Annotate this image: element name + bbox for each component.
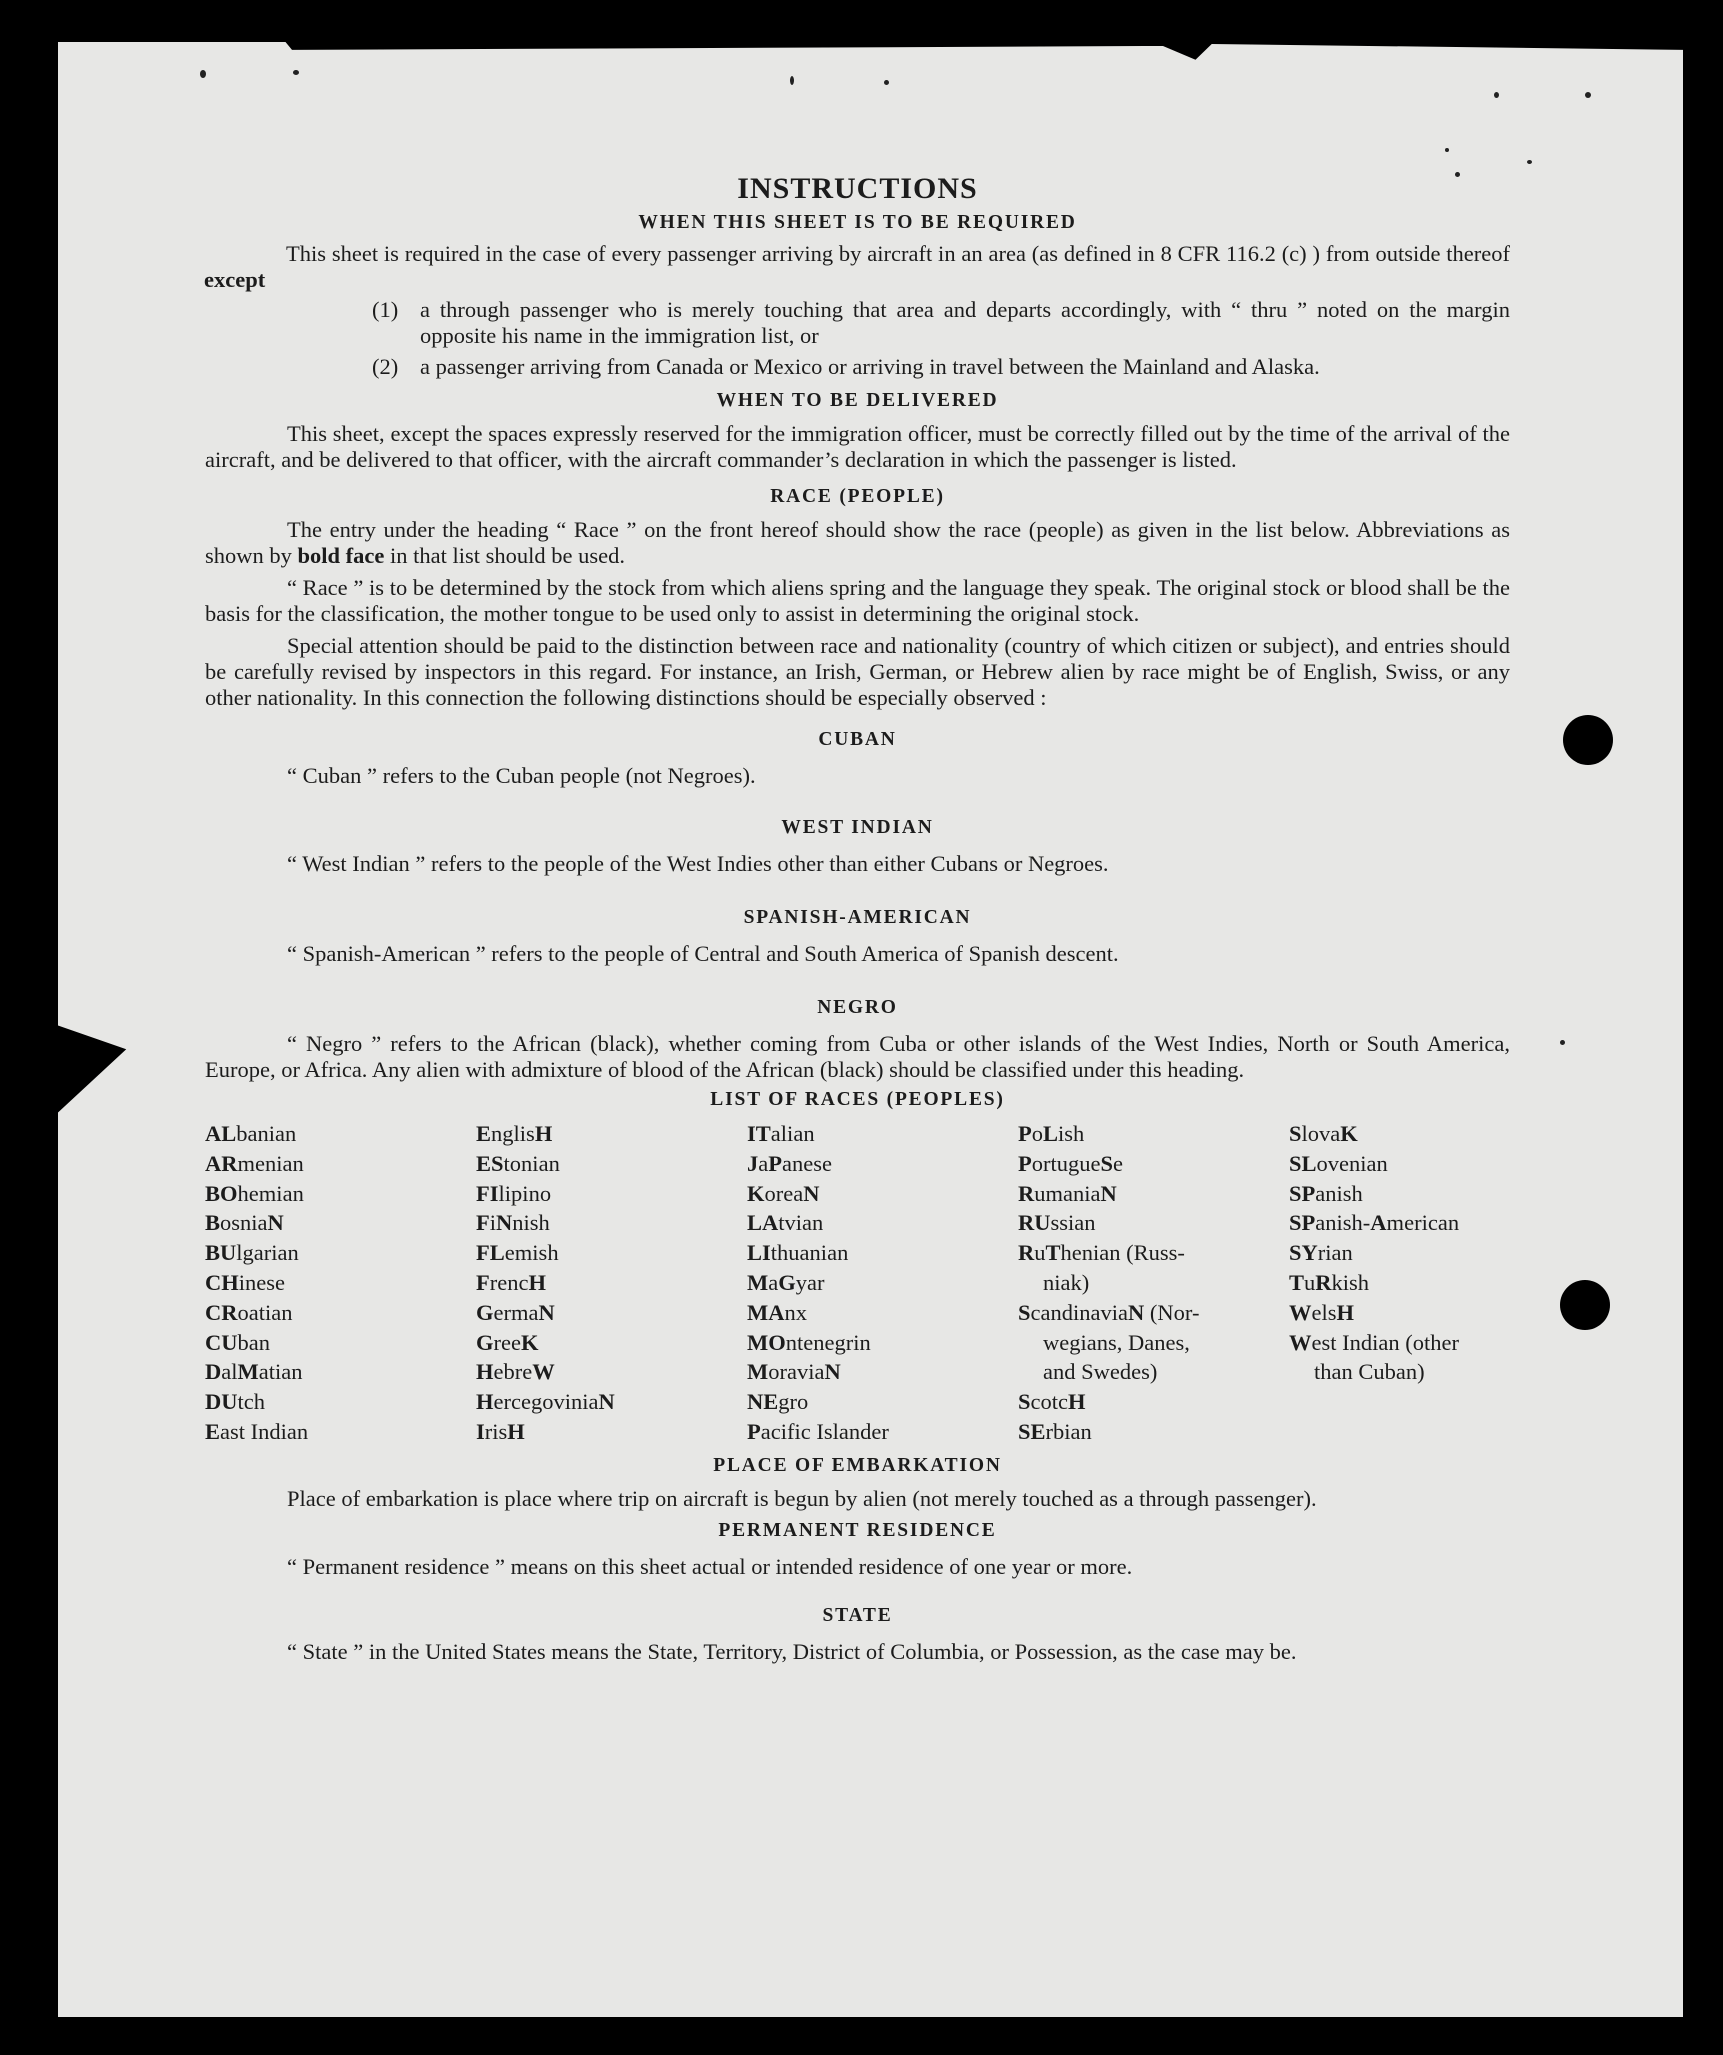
race-column-4 [1018,1119,1289,1447]
heading-when-delivered: WHEN TO BE DELIVERED [716,390,999,411]
race-entry: BosniaN [205,1210,284,1236]
speck [1585,92,1591,98]
paragraph-required [204,241,1510,293]
race-entry: BOhemian [205,1180,304,1206]
race-entry: HercegoviniaN [476,1389,615,1415]
heading-race: RACE (PEOPLE) [770,486,945,507]
race-entry: and Swedes) [1043,1359,1158,1385]
race-entry: GermaN [476,1299,555,1325]
race-entry: LAtvian [747,1210,824,1236]
heading-negro: NEGRO [817,997,898,1018]
race-entry: ScotcH [1018,1389,1086,1415]
paragraph-race-2: “ Race ” is to be determined by the stock from which aliens spring and the language they speak. The original stock or blood shall be the basis for the classification, the mother tongue to be used only to assist in determining the original stock. [205,575,1510,626]
heading-spanish-american: SPANISH-AMERICAN [743,907,972,928]
race-entry: MoraviaN [747,1359,841,1385]
paragraph-race-1-end: in that list should be used. [384,543,626,568]
paragraph-race-1 [205,517,1510,569]
punch-hole-bottom [1560,1280,1610,1330]
punch-hole-top [1563,715,1613,765]
race-entry: FIlipino [476,1180,552,1206]
race-entry: TuRkish [1289,1269,1370,1295]
race-entry: CUban [205,1329,270,1355]
race-entry: ScandinaviaN (Nor- [1018,1299,1200,1325]
race-entry: GreeK [476,1329,539,1355]
paragraph-spanish-american: “ Spanish-American ” refers to the people of Central and South America of Spanish descent. [287,941,1119,966]
race-entry: NEgro [747,1389,809,1415]
exception-item-1-num: (1) [372,297,399,322]
race-entry: FrencH [476,1269,547,1295]
race-entry: DUtch [205,1389,266,1415]
race-entry: MOntenegrin [747,1329,871,1355]
race-entry: RumaniaN [1018,1180,1117,1206]
heading-state: STATE [822,1604,893,1626]
race-entry: CHinese [205,1269,286,1295]
heading-residence: PERMANENT RESIDENCE [718,1519,997,1541]
race-column-3 [747,1119,1018,1447]
race-entry: EStonian [476,1150,560,1176]
race-entry: ARmenian [205,1150,304,1176]
race-column-5 [1289,1119,1509,1447]
speck [1560,1040,1565,1045]
paragraph-required-except: except [204,267,266,292]
speck [790,76,794,85]
race-list [205,1119,1510,1447]
speck [1527,160,1532,164]
speck [1494,92,1499,98]
race-entry: SLovenian [1289,1150,1388,1176]
exception-item-1 [372,297,1510,349]
race-entry: HebreW [476,1359,555,1385]
paragraph-west-indian: “ West Indian ” refers to the people of the West Indies other than either Cubans or Negroes. [287,851,1109,876]
race-entry: FLemish [476,1240,559,1266]
paragraph-race-1-text: The entry under the heading “ Race ” on the front hereof should show the race (people) as given in the list below. Abbreviations as shown by [205,517,1510,568]
paragraph-delivered: This sheet, except the spaces expressly reserved for the immigration officer, must be correctly filled out by the time of the arrival of the aircraft, and be delivered to that officer, with the aircraft commander’s declaration in which the passenger is listed. [205,421,1510,472]
race-entry: PortugueSe [1018,1150,1124,1176]
paragraph-required-text: This sheet is required in the case of every passenger arriving by aircraft in an area (as defined in 8 CFR 116.2 (c) ) from outside thereof [286,241,1510,266]
race-entry: FiNnish [476,1210,550,1236]
race-entry: RUssian [1018,1210,1096,1236]
race-entry: RuThenian (Russ- [1018,1240,1185,1266]
exception-item-1-text: a through passenger who is merely touching that area and departs accordingly, with “ thru ” noted on the margin opposite his name in the immigration list, or [420,297,1510,348]
race-entry: WelsH [1289,1299,1355,1325]
race-entry: MaGyar [747,1269,825,1295]
speck [1445,148,1449,152]
race-entry: IrisH [476,1418,525,1444]
race-entry: West Indian (other [1289,1329,1459,1355]
heading-west-indian: WEST INDIAN [781,817,934,838]
heading-when-required: WHEN THIS SHEET IS TO BE REQUIRED [638,212,1077,233]
heading-embarkation: PLACE OF EMBARKATION [713,1454,1002,1476]
race-entry: ALbanian [205,1121,297,1146]
race-entry: PoLish [1018,1121,1085,1146]
race-entry: DalMatian [205,1359,303,1385]
exception-item-2 [372,354,1510,380]
heading-list-of-races: LIST OF RACES (PEOPLES) [710,1089,1005,1110]
race-entry: East Indian [205,1418,309,1444]
paragraph-race-1-bold: bold face [297,543,385,568]
race-entry: ITalian [747,1121,815,1146]
race-entry: JaPanese [747,1150,833,1176]
race-entry: SlovaK [1289,1121,1358,1146]
paragraph-negro: “ Negro ” refers to the African (black), whether coming from Cuba or other islands of the West Indies, North or South America, Europe, or Africa. Any alien with admixture of blood of the African (black) should be classified under this heading. [205,1031,1510,1082]
exception-item-2-text: a passenger arriving from Canada or Mexico or arriving in travel between the Mainland and Alaska. [420,354,1320,379]
race-entry: BUlgarian [205,1240,299,1266]
race-entry: EnglisH [476,1121,553,1146]
paragraph-state: “ State ” in the United States means the State, Territory, District of Columbia, or Possession, as the case may be. [287,1638,1297,1664]
race-entry: SPanish [1289,1180,1363,1206]
exception-item-2-num: (2) [372,354,399,379]
race-entry: Pacific Islander [747,1418,889,1444]
race-column-2 [476,1119,747,1447]
instructions-content [205,172,1510,1665]
paragraph-race-3: Special attention should be paid to the distinction between race and nationality (country of which citizen or subject), and entries should be carefully revised by inspectors in this regard. For instance, an Irish, German, or Hebrew alien by race might be of English, Swiss, or any other nationality. In this connection the following distinctions should be especially observed : [205,633,1510,710]
race-entry: KoreaN [747,1180,820,1206]
race-entry: MAnx [747,1299,807,1325]
speck [200,70,206,78]
page-title: INSTRUCTIONS [737,172,978,205]
speck [884,80,889,85]
race-entry: SErbian [1018,1418,1092,1444]
race-entry: wegians, Danes, [1043,1329,1190,1355]
heading-cuban: CUBAN [818,729,897,750]
paragraph-embarkation: Place of embarkation is place where trip on aircraft is begun by alien (not merely touched as a through passenger). [287,1485,1317,1511]
race-entry: CRoatian [205,1299,293,1325]
paragraph-cuban: “ Cuban ” refers to the Cuban people (not Negroes). [287,763,756,788]
race-entry: than Cuban) [1314,1359,1425,1385]
race-entry: niak) [1043,1269,1090,1295]
race-column-1 [205,1119,476,1447]
race-entry: LIthuanian [747,1240,849,1266]
race-entry: SPanish-American [1289,1210,1460,1236]
paragraph-residence: “ Permanent residence ” means on this sheet actual or intended residence of one year or more. [287,1553,1133,1579]
race-entry: SYrian [1289,1240,1353,1266]
speck [293,70,299,75]
